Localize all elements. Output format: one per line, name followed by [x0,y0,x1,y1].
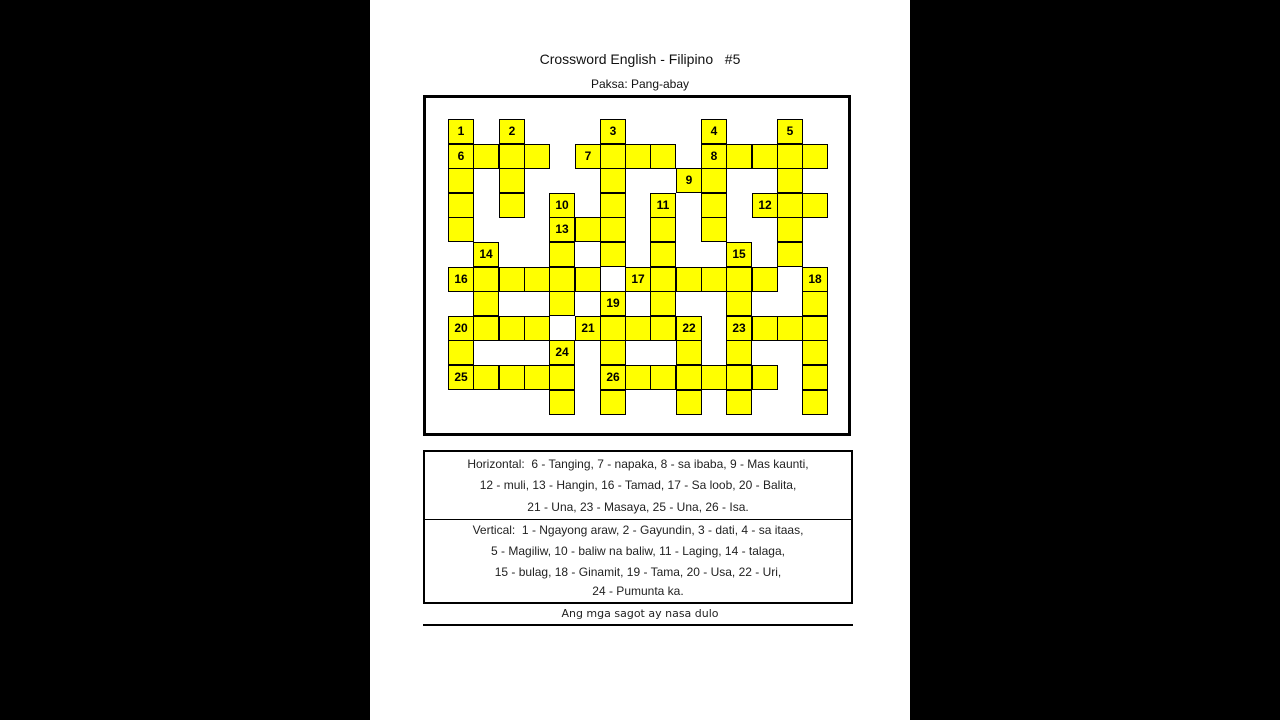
crossword-cell [676,267,702,292]
crossword-cell [726,291,752,316]
crossword-cell [650,144,676,169]
crossword-cell [802,291,828,316]
crossword-cell [650,316,676,341]
clue-number: 22 [682,321,696,335]
vertical-clue-line: 5 - Magiliw, 10 - baliw na baliw, 11 - Laging, 14 - talaga, [491,544,785,558]
vertical-clue-line: 15 - bulag, 18 - Ginamit, 19 - Tama, 20 - Usa, 22 - Uri, [494,565,782,579]
crossword-cell [499,365,525,390]
crossword-cell [676,316,702,341]
crossword-cell [726,316,752,341]
crossword-cell [448,193,474,218]
crossword-cell [600,340,626,365]
crossword-cell [524,316,550,341]
crossword-cell [600,242,626,267]
crossword-cell [752,193,778,218]
crossword-cell [549,390,575,415]
crossword-cell [777,316,803,341]
clue-number: 4 [710,124,718,138]
crossword-cell [549,217,575,242]
crossword-cell [777,119,803,144]
crossword-cell [726,144,752,169]
crossword-cell [625,365,651,390]
crossword-cell [726,340,752,365]
crossword-cell [802,390,828,415]
worksheet-page [370,0,910,720]
crossword-cell [777,217,803,242]
crossword-cell [499,144,525,169]
crossword-cell [499,168,525,193]
answers-note: Ang mga sagot ay nasa dulo [561,607,719,620]
clue-number: 15 [732,247,746,261]
clue-number: 13 [555,222,569,236]
vertical-clue-line: Vertical: 1 - Ngayong araw, 2 - Gayundin, 3 - dati, 4 - sa itaas, [472,523,804,537]
crossword-cell [650,365,676,390]
crossword-cell [549,365,575,390]
crossword-cell [448,340,474,365]
horizontal-clue-line: 21 - Una, 23 - Masaya, 25 - Una, 26 - Isa. [527,500,749,514]
crossword-cell [802,365,828,390]
crossword-cell [777,168,803,193]
clue-number: 5 [786,124,794,138]
crossword-cell [473,242,499,267]
crossword-cell [524,365,550,390]
crossword-cell [752,316,778,341]
clue-number: 6 [457,149,465,163]
clue-number: 9 [685,173,693,187]
crossword-cell [701,267,727,292]
crossword-cell [448,217,474,242]
clue-number: 25 [454,370,468,384]
crossword-cell [524,144,550,169]
topic-subtitle: Paksa: Pang-abay [590,77,690,91]
crossword-cell [650,193,676,218]
horizontal-clue-line: Horizontal: 6 - Tanging, 7 - napaka, 8 - sa ibaba, 9 - Mas kaunti, [467,457,809,471]
crossword-cell [473,316,499,341]
crossword-cell [549,267,575,292]
crossword-cell [676,340,702,365]
crossword-cell [752,144,778,169]
crossword-cell [448,168,474,193]
crossword-cell [802,316,828,341]
crossword-cell [802,144,828,169]
crossword-cell [499,267,525,292]
crossword-cell [676,390,702,415]
crossword-cell [600,316,626,341]
crossword-cell [575,316,601,341]
crossword-cell [448,144,474,169]
footer-divider [423,624,853,626]
clue-number: 7 [584,149,592,163]
crossword-cell [752,267,778,292]
crossword-cell [701,217,727,242]
clue-number: 17 [631,272,645,286]
crossword-cell [701,144,727,169]
crossword-cell [549,242,575,267]
crossword-cell [625,144,651,169]
crossword-cell [777,193,803,218]
clue-number: 12 [758,198,772,212]
clue-number: 18 [808,272,822,286]
crossword-cell [650,267,676,292]
clue-number: 24 [555,345,569,359]
crossword-cell [448,316,474,341]
clue-number: 26 [606,370,620,384]
clue-number: 21 [581,321,595,335]
crossword-cell [473,144,499,169]
clue-number: 8 [710,149,718,163]
crossword-cell [549,340,575,365]
crossword-cell [499,316,525,341]
crossword-cell [600,365,626,390]
crossword-cell [701,365,727,390]
page-title: Crossword English - Filipino #5 [539,51,741,67]
crossword-cell [600,144,626,169]
crossword-cell [625,267,651,292]
crossword-grid [448,119,832,414]
crossword-cell [448,119,474,144]
clue-number: 23 [732,321,746,335]
crossword-cell [600,119,626,144]
clue-number: 3 [609,124,617,138]
crossword-cell [600,217,626,242]
crossword-cell [549,291,575,316]
crossword-cell [575,217,601,242]
crossword-cell [600,291,626,316]
crossword-cell [701,168,727,193]
crossword-cell [575,144,601,169]
crossword-cell [499,193,525,218]
horizontal-clues-box [423,450,853,520]
crossword-cell [726,365,752,390]
crossword-cell [752,365,778,390]
crossword-cell [701,193,727,218]
crossword-cell [600,168,626,193]
crossword-cell [676,365,702,390]
crossword-cell [600,390,626,415]
clue-number: 16 [454,272,468,286]
horizontal-clue-line: 12 - muli, 13 - Hangin, 16 - Tamad, 17 - Sa loob, 20 - Balita, [479,478,797,492]
crossword-cell [524,267,550,292]
crossword-cell [575,267,601,292]
crossword-cell [499,119,525,144]
clue-number: 2 [508,124,516,138]
crossword-cell [473,267,499,292]
crossword-cell [549,193,575,218]
clue-number: 11 [656,198,670,212]
crossword-cell [726,390,752,415]
crossword-cell [726,242,752,267]
crossword-cell [777,144,803,169]
crossword-cell [650,217,676,242]
clue-number: 10 [555,198,569,212]
crossword-cell [448,365,474,390]
crossword-cell [676,168,702,193]
crossword-cell [650,242,676,267]
crossword-cell [701,119,727,144]
crossword-cell [802,340,828,365]
crossword-cell [802,193,828,218]
crossword-cell [726,267,752,292]
clue-number: 14 [479,247,493,261]
clue-number: 19 [606,296,620,310]
crossword-cell [473,365,499,390]
vertical-clues-box [423,519,853,604]
crossword-cell [802,267,828,292]
crossword-cell [650,291,676,316]
crossword-cell [473,291,499,316]
crossword-cell [600,193,626,218]
vertical-clue-line: 24 - Pumunta ka. [592,584,684,598]
crossword-cell [777,242,803,267]
crossword-cell [448,267,474,292]
clue-number: 20 [454,321,468,335]
crossword-cell [625,316,651,341]
clue-number: 1 [457,124,465,138]
